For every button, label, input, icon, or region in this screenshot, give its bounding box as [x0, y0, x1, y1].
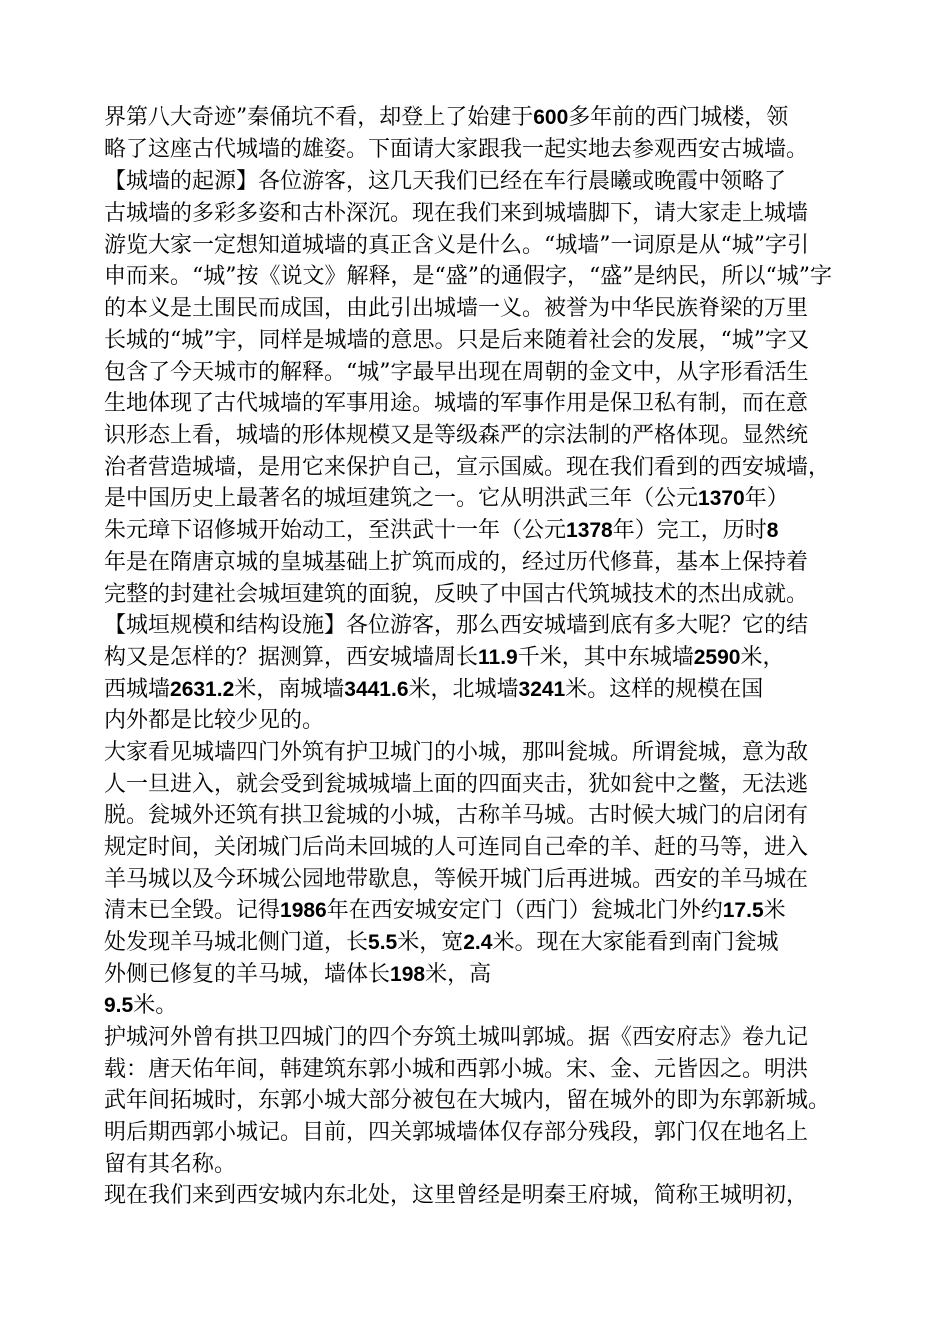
text-line: 年是在隋唐京城的皇城基础上扩筑而成的，经过历代修葺，基本上保持着 [104, 550, 809, 575]
text-line: 包含了今天城市的解释。“城”字最早出现在周朝的金文中，从字形看活生 [104, 360, 809, 385]
text-line: 脱。瓮城外还筑有拱卫瓮城的小城，古称羊马城。古时候大城门的启闭有 [104, 803, 809, 828]
text-line: 现在我们来到西安城内东北处，这里曾经是明秦王府城，简称王城明初， [104, 1183, 809, 1208]
text-line: 生地体现了古代城墙的军事用途。城墙的军事作用是保卫私有制，而在意 [104, 391, 809, 416]
text-line: 清末已全毁。记得1986年在西安城安定门（西门）瓮城北门外约17.5米 [104, 898, 786, 923]
text-line: 护城河外曾有拱卫四城门的四个夯筑土城叫郭城。据《西安府志》卷九记 [104, 1025, 809, 1050]
text-line: 完整的封建社会城垣建筑的面貌，反映了中国古代筑城技术的杰出成就。 [104, 582, 809, 607]
text-line: 朱元璋下诏修城开始动工，至洪武十一年（公元1378年）完工，历时8 [104, 518, 779, 543]
text-line: 略了这座古代城墙的雄姿。下面请大家跟我一起实地去参观西安古城墙。 [104, 137, 809, 162]
text-line: 载：唐天佑年间，韩建筑东郭小城和西郭小城。宋、金、元皆因之。明洪 [104, 1057, 809, 1082]
text-line: 大家看见城墙四门外筑有护卫城门的小城，那叫瓮城。所谓瓮城，意为敌 [104, 740, 809, 765]
text-line: 古城墙的多彩多姿和古朴深沉。现在我们来到城墙脚下，请大家走上城墙 [104, 201, 809, 226]
text-line: 申而来。“城”按《说文》解释，是“盛”的通假字，“盛”是纳民，所以“城”字 [104, 264, 832, 289]
text-line: 【城垣规模和结构设施】各位游客，那么西安城墙到底有多大呢？它的结 [104, 613, 809, 638]
text-line: 内外都是比较少见的。 [104, 708, 325, 733]
text-line: 人一旦进入，就会受到瓮城城墙上面的四面夹击，犹如瓮中之鳖，无法逃 [104, 772, 809, 797]
text-line: 西城墙2631.2米，南城墙3441.6米，北城墙3241米。这样的规模在国 [104, 677, 764, 702]
text-line: 构又是怎样的？据测算，西安城墙周长11.9千米，其中东城墙2590米， [104, 645, 785, 670]
text-line: 明后期西郭小城记。目前，四关郭城墙体仅存部分残段，郭门仅在地名上 [104, 1120, 809, 1145]
text-line: 游览大家一定想知道城墙的真正含义是什么。“城墙”一词原是从“城”字引 [104, 233, 809, 258]
text-line: 留有其名称。 [104, 1152, 237, 1177]
text-line: 处发现羊马城北侧门道，长5.5米，宽2.4米。现在大家能看到南门瓮城 [104, 930, 779, 955]
text-line: 的本义是土围民而成国，由此引出城墙一义。被誉为中华民族脊梁的万里 [104, 296, 809, 321]
text-line: 是中国历史上最著名的城垣建筑之一。它从明洪武三年（公元1370年） [104, 486, 789, 511]
text-line: 9.5米。 [104, 993, 178, 1018]
text-line: 【城墙的起源】各位游客，这几天我们已经在车行晨曦或晚霞中领略了 [104, 169, 787, 194]
text-line: 外侧已修复的羊马城，墙体长198米，高 [104, 962, 492, 987]
text-line: 规定时间，关闭城门后尚未回城的人可连同自己牵的羊、赶的马等，进入 [104, 835, 809, 860]
text-line: 武年间拓城时，东郭小城大部分被包在大城内，留在城外的即为东郭新城。 [104, 1088, 831, 1113]
text-line: 识形态上看，城墙的形体规模又是等级森严的宗法制的严格体现。显然统 [104, 423, 809, 448]
text-line: 羊马城以及今环城公园地带歇息，等候开城门后再进城。西安的羊马城在 [104, 867, 809, 892]
text-line: 界第八大奇迹”秦俑坑不看，却登上了始建于600多年前的西门城楼，领 [104, 105, 789, 130]
text-line: 治者营造城墙，是用它来保护自己，宣示国威。现在我们看到的西安城墙， [104, 455, 831, 480]
text-line: 长城的“城”宇，同样是城墙的意思。只是后来随着社会的发展，“城”字又 [104, 328, 809, 353]
